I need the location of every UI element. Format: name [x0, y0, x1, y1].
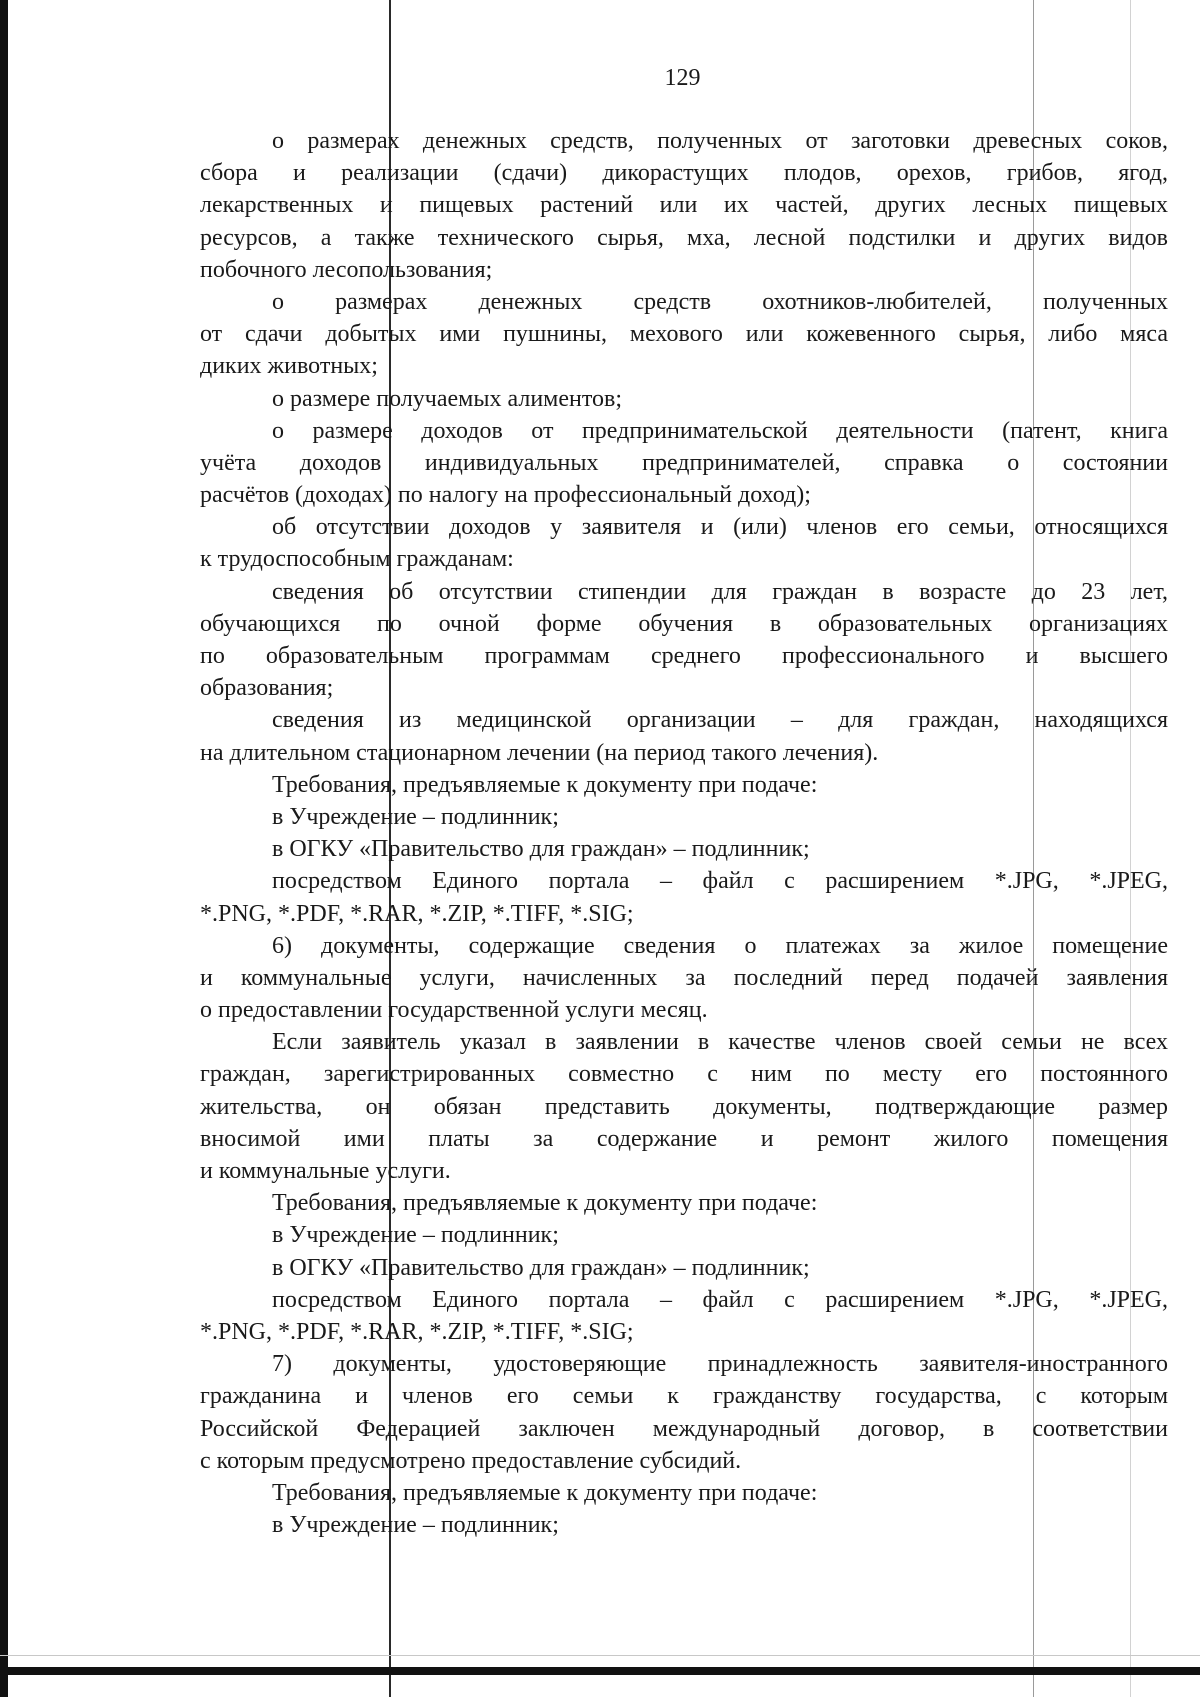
paragraph-line: и коммунальные услуги, начисленных за последний перед подачей заявления	[200, 964, 1168, 991]
paragraph-line: Российской Федерацией заключен международный договор, в соответствии	[200, 1415, 1168, 1442]
page-left-border	[0, 0, 8, 1697]
paragraph-line: гражданина и членов его семьи к гражданству государства, с которым	[200, 1383, 1168, 1410]
paragraph-line: Требования, предъявляемые к документу при подаче:	[272, 1479, 818, 1506]
paragraph-line: об отсутствии доходов у заявителя и (или) членов его семьи, относящихся	[272, 514, 1168, 541]
page-bottom-border	[0, 1667, 1200, 1675]
paragraph	[200, 930, 1168, 1027]
paragraph	[200, 415, 1168, 512]
paragraph	[200, 286, 1168, 383]
paragraph-line: диких животных;	[200, 353, 378, 380]
paragraph-line: по образовательным программам среднего профессионального и высшего	[200, 643, 1168, 669]
paragraph-line: о размере получаемых алиментов;	[272, 385, 623, 412]
paragraph	[200, 1348, 1168, 1477]
paragraph-line: *.PNG, *.PDF, *.RAR, *.ZIP, *.TIFF, *.SIG;	[200, 900, 634, 927]
paragraph-line: вносимой ими платы за содержание и ремонт жилого помещения	[200, 1125, 1168, 1152]
paragraph-line: образования;	[200, 675, 334, 702]
paragraph-line: сведения из медицинской организации – для граждан, находящихся	[272, 707, 1168, 734]
paragraph-line: в ОГКУ «Правительство для граждан» – подлинник;	[272, 1254, 810, 1281]
paragraph	[200, 1187, 1168, 1219]
paragraph-line: о размерах денежных средств охотников-любителей, полученных	[272, 288, 1168, 315]
paragraph-line: посредством Единого портала – файл с расширением *.JPG, *.JPEG,	[272, 1286, 1168, 1313]
paragraph-line: и коммунальные услуги.	[200, 1158, 451, 1184]
paragraph-line: к трудоспособным гражданам:	[200, 546, 514, 573]
paragraph	[200, 704, 1168, 768]
paragraph	[200, 511, 1168, 575]
paragraph-line: о предоставлении государственной услуги месяц.	[200, 997, 708, 1024]
paragraph	[200, 1477, 1168, 1509]
paragraph	[200, 833, 1168, 865]
paragraph-line: расчётов (доходах) по налогу на профессиональный доход);	[200, 482, 811, 509]
paragraph-line: сбора и реализации (сдачи) дикорастущих плодов, орехов, грибов, ягод,	[200, 160, 1168, 187]
paragraph-line: в Учреждение – подлинник;	[272, 803, 559, 830]
paragraph	[200, 1509, 1168, 1541]
document-body	[200, 125, 1168, 1541]
paragraph-line: учёта доходов индивидуальных предпринимателей, справка о состоянии	[200, 449, 1168, 476]
paragraph	[200, 1026, 1168, 1187]
paragraph-line: Требования, предъявляемые к документу при подаче:	[272, 771, 818, 798]
paragraph-line: *.PNG, *.PDF, *.RAR, *.ZIP, *.TIFF, *.SIG;	[200, 1318, 634, 1345]
paragraph-line: в ОГКУ «Правительство для граждан» – подлинник;	[272, 836, 810, 863]
scan-artifact-line	[0, 1655, 1200, 1656]
paragraph	[200, 801, 1168, 833]
paragraph	[200, 383, 1168, 415]
paragraph-line: 6) документы, содержащие сведения о платежах за жилое помещение	[272, 932, 1168, 959]
paragraph-line: побочного лесопользования;	[200, 256, 493, 283]
paragraph-line: о размерах денежных средств, полученных от заготовки древесных соков,	[272, 128, 1168, 154]
paragraph	[200, 576, 1168, 705]
paragraph-line: Если заявитель указал в заявлении в качестве членов своей семьи не всех	[272, 1029, 1168, 1056]
paragraph	[200, 865, 1168, 929]
paragraph-line: сведения об отсутствии стипендии для граждан в возрасте до 23 лет,	[272, 578, 1168, 605]
page-number: 129	[664, 65, 701, 91]
paragraph	[200, 769, 1168, 801]
paragraph-line: граждан, зарегистрированных совместно с ним по месту его постоянного	[200, 1061, 1168, 1088]
paragraph	[200, 125, 1168, 286]
paragraph-line: ресурсов, а также технического сырья, мха, лесной подстилки и других видов	[200, 224, 1168, 251]
paragraph-line: посредством Единого портала – файл с расширением *.JPG, *.JPEG,	[272, 868, 1168, 895]
paragraph-line: о размере доходов от предпринимательской деятельности (патент, книга	[272, 417, 1168, 444]
paragraph	[200, 1284, 1168, 1348]
paragraph-line: в Учреждение – подлинник;	[272, 1222, 559, 1249]
paragraph	[200, 1219, 1168, 1251]
paragraph-line: на длительном стационарном лечении (на период такого лечения).	[200, 739, 879, 766]
paragraph-line: Требования, предъявляемые к документу при подаче:	[272, 1190, 818, 1217]
paragraph-line: в Учреждение – подлинник;	[272, 1512, 559, 1539]
paragraph-line: жительства, он обязан представить документы, подтверждающие размер	[200, 1093, 1168, 1120]
paragraph	[200, 1252, 1168, 1284]
paragraph-line: с которым предусмотрено предоставление субсидий.	[200, 1447, 742, 1474]
paragraph-line: лекарственных и пищевых растений или их частей, других лесных пищевых	[200, 192, 1168, 219]
paragraph-line: от сдачи добытых ими пушнины, мехового или кожевенного сырья, либо мяса	[200, 321, 1168, 348]
paragraph-line: обучающихся по очной форме обучения в образовательных организациях	[200, 610, 1168, 637]
paragraph-line: 7) документы, удостоверяющие принадлежность заявителя-иностранного	[272, 1351, 1168, 1378]
